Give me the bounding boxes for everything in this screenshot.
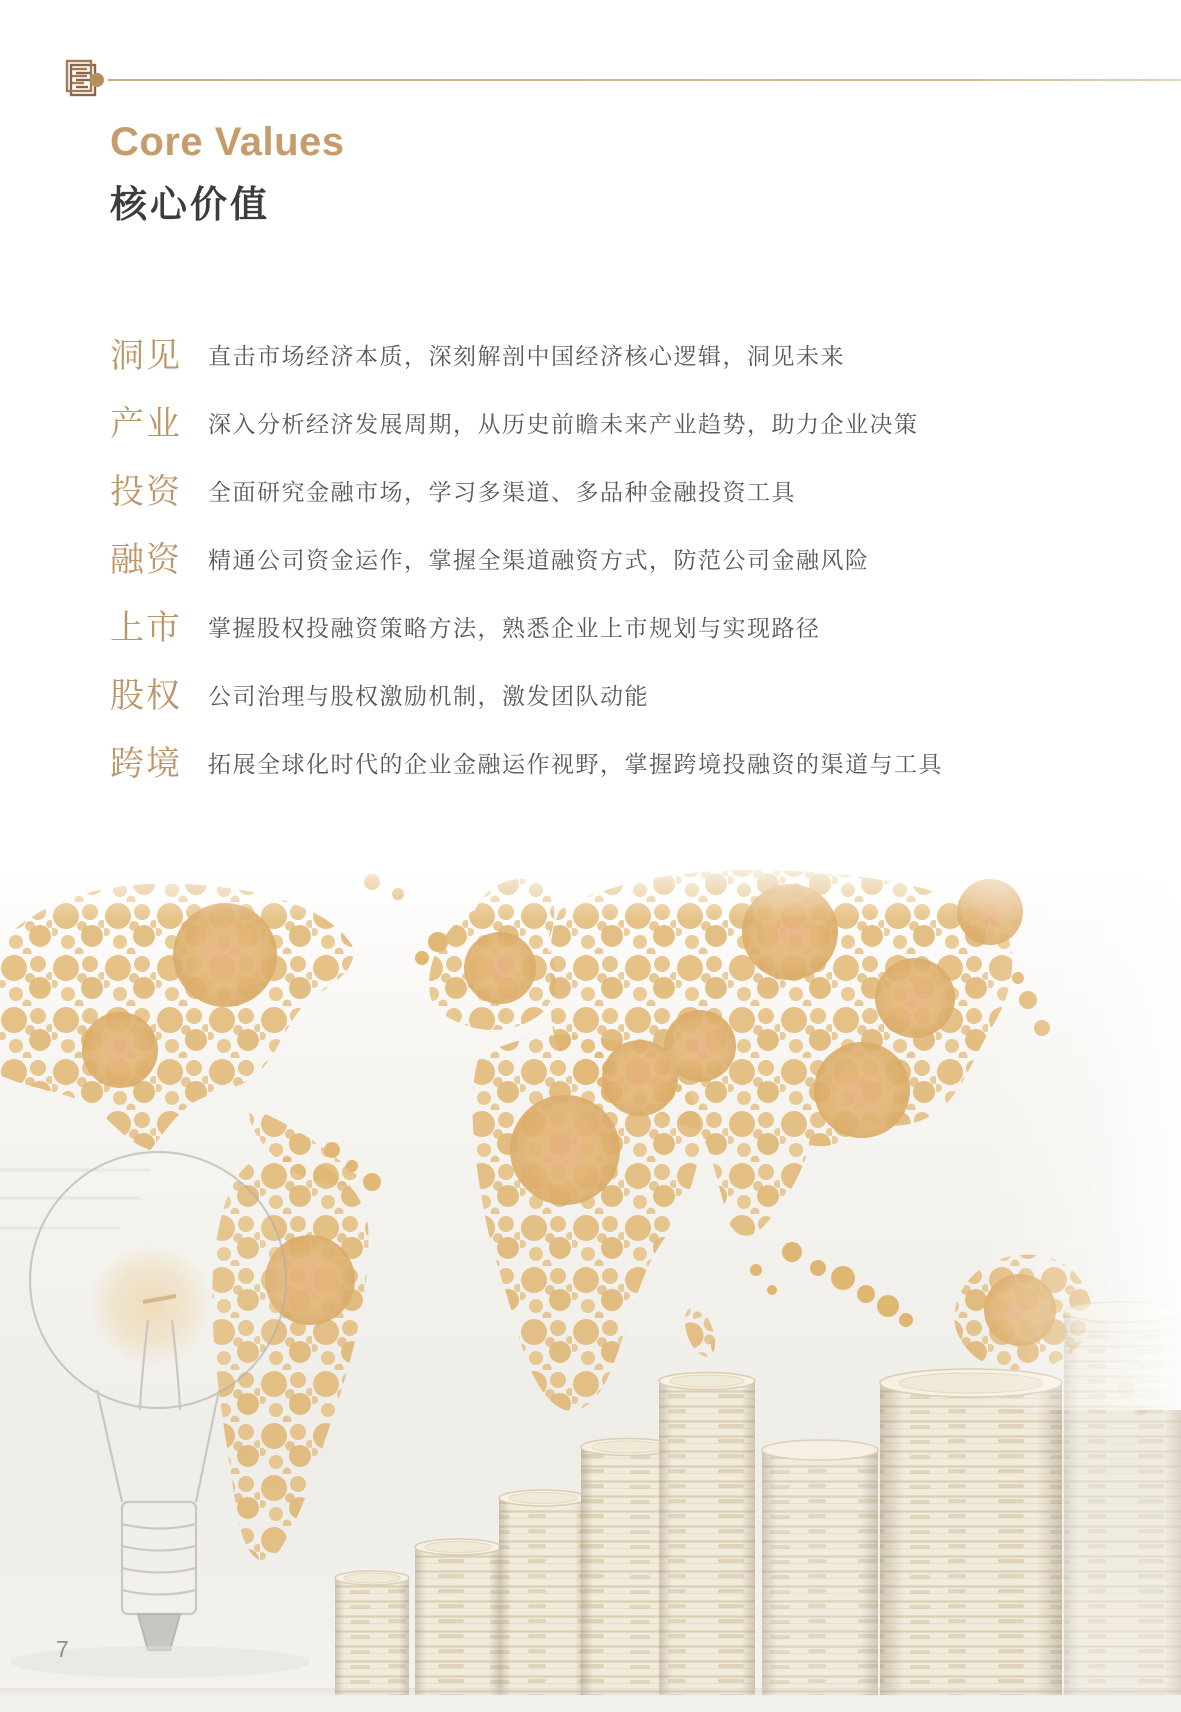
coin-stack: [415, 1539, 501, 1695]
value-description: 直击市场经济本质，深刻解剖中国经济核心逻辑，洞见未来: [208, 342, 845, 369]
rule-line: [108, 79, 1181, 81]
value-description: 精通公司资金运作，掌握全渠道融资方式，防范公司金融风险: [208, 546, 870, 573]
page-number: 7: [56, 1636, 70, 1662]
page-title-en: Core Values: [110, 120, 345, 164]
page-title-zh: 核心价值: [110, 184, 270, 225]
coin-stack: [880, 1369, 1062, 1695]
value-keyword: 融资: [110, 540, 182, 579]
value-keyword: 跨境: [110, 744, 182, 783]
value-keyword: 上市: [110, 608, 182, 647]
value-row-chanye: [110, 386, 1090, 454]
coin-stack: [499, 1490, 587, 1695]
value-row-shangshi: [110, 590, 1090, 658]
value-description: 拓展全球化时代的企业金融运作视野，掌握跨境投融资的渠道与工具: [208, 750, 943, 777]
value-row-rongzi: [110, 522, 1090, 590]
value-keyword: 股权: [110, 676, 182, 715]
value-keyword: 产业: [110, 404, 182, 443]
value-keyword: 洞见: [110, 336, 182, 375]
value-row-kuajing: [110, 726, 1090, 794]
value-description: 深入分析经济发展周期，从历史前瞻未来产业趋势，助力企业决策: [208, 410, 919, 437]
coin-stack: [335, 1571, 409, 1695]
value-description: 全面研究金融市场，学习多渠道、多品种金融投资工具: [208, 478, 796, 505]
core-values-list: [110, 318, 1090, 794]
coin-stack: [762, 1440, 878, 1695]
value-row-dongjian: [110, 318, 1090, 386]
rule-dot: [90, 73, 104, 87]
hero-image: [0, 850, 1181, 1712]
coin-stack: [659, 1373, 755, 1696]
value-description: 掌握股权投融资策略方法，熟悉企业上市规划与实现路径: [208, 614, 821, 641]
value-row-guquan: [110, 658, 1090, 726]
value-description: 公司治理与股权激励机制，激发团队动能: [208, 682, 649, 709]
value-keyword: 投资: [110, 472, 182, 511]
value-row-touzi: [110, 454, 1090, 522]
